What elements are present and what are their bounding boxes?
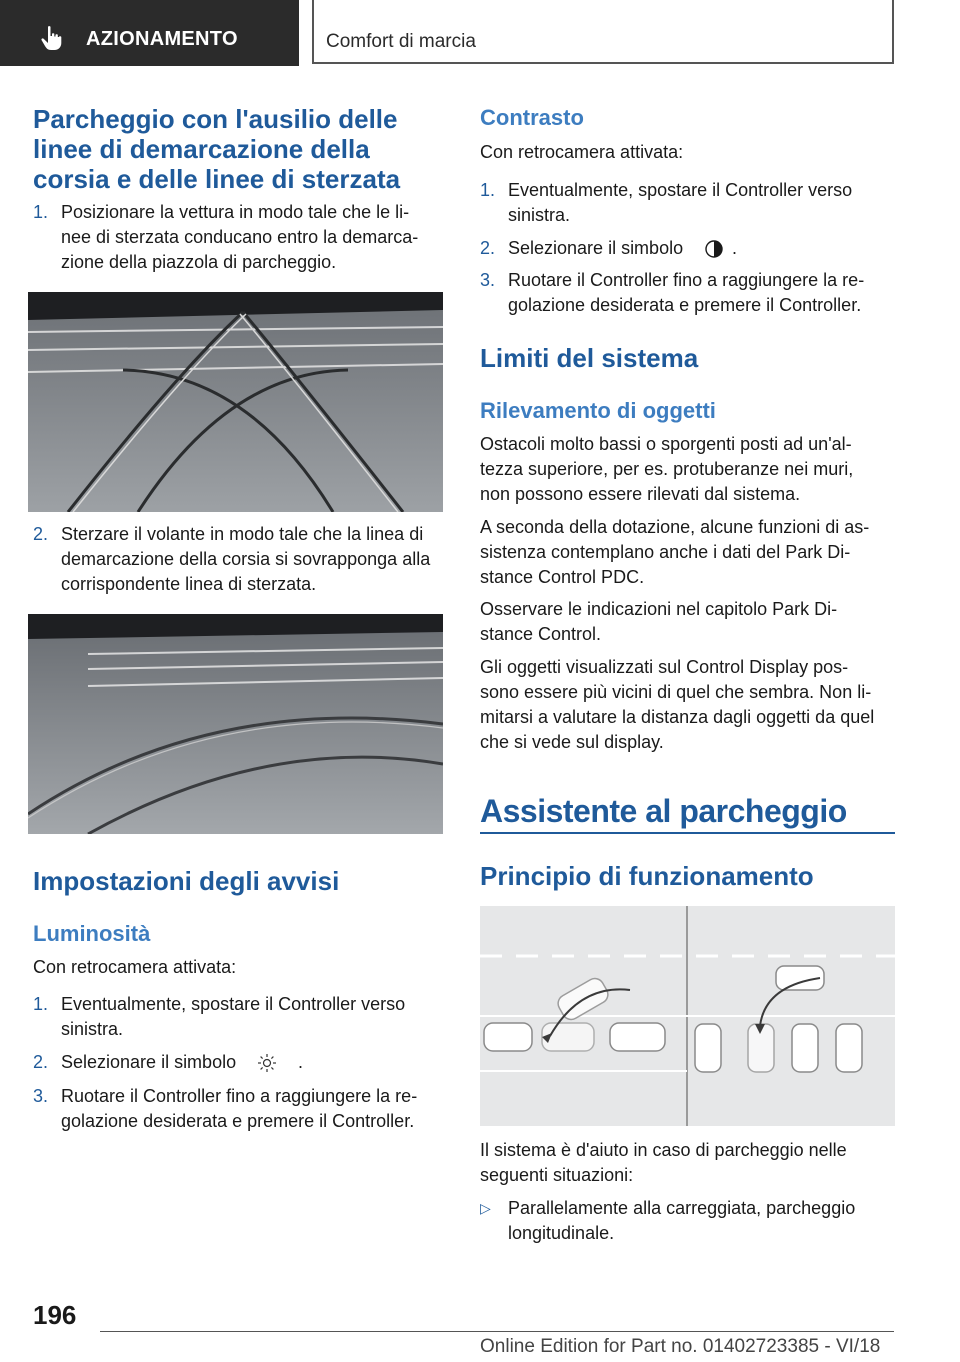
list-text: Ruotare il Controller fino a raggiungere la re- [61, 1086, 418, 1106]
paragraph-line: Gli oggetti visualizzati sul Control Display pos- [480, 657, 849, 677]
page-number: 196 [33, 1300, 77, 1330]
list-item [480, 178, 895, 228]
list-text: Posizionare la vettura in modo tale che le li- [61, 202, 410, 222]
list-text: . [298, 1052, 304, 1072]
heading-brightness: Luminosità [33, 921, 151, 946]
list-number: 3. [480, 270, 496, 290]
rear-camera-steering-lines-image [28, 292, 443, 512]
paragraph-line: non possono essere rilevati dal sistema. [480, 484, 801, 504]
list-text: sinistra. [508, 205, 571, 225]
list-text: zione della piazzola di parcheggio. [61, 252, 337, 272]
list-text: Selezionare il simbolo [508, 238, 684, 258]
heading-system-limits: Limiti del sistema [480, 343, 699, 373]
paragraph [480, 1138, 847, 1188]
contrast-icon [704, 239, 724, 259]
brightness-intro: Con retrocamera attivata: [33, 957, 237, 977]
heading-operating-principle: Principio di funzionamento [480, 861, 814, 891]
paragraph-line: Il sistema è d'aiuto in caso di parcheggio nelle [480, 1140, 847, 1160]
list-text: longitudinale. [508, 1223, 615, 1243]
list-number: 1. [480, 180, 496, 200]
list-text: golazione desiderata e premere il Controller. [508, 295, 862, 315]
paragraph-line: stance Control PDC. [480, 567, 645, 587]
list-text: . [732, 238, 738, 258]
list-number: 1. [33, 202, 49, 222]
list-text: demarcazione della corsia si sovrapponga alla [61, 549, 431, 569]
paragraph-line: tezza superiore, per es. protuberanze nei muri, [480, 459, 854, 479]
heading-object-detection: Rilevamento di oggetti [480, 398, 716, 423]
brightness-icon [257, 1053, 277, 1073]
heading-contrast: Contrasto [480, 105, 584, 130]
heading-warning-settings: Impostazioni degli avvisi [33, 866, 340, 896]
list-text: golazione desiderata e premere il Controller. [61, 1111, 415, 1131]
list-item [33, 992, 448, 1042]
paragraph-line: sistenza contemplano anche i dati del Park Di- [480, 542, 851, 562]
paragraph [480, 432, 853, 507]
paragraph-line: Ostacoli molto bassi o sporgenti posti ad un'al- [480, 434, 852, 454]
header-chapter-title: Comfort di marcia [326, 31, 476, 52]
list-number: 3. [33, 1086, 49, 1106]
paragraph-line: seguenti situazioni: [480, 1165, 634, 1185]
paragraph-line: mitarsi a valutare la distanza dagli oggetti da quel [480, 707, 875, 727]
paragraph [480, 597, 837, 647]
list-item [33, 1084, 448, 1134]
list-text: Parallelamente alla carreggiata, parcheggio [508, 1198, 856, 1218]
list-text: Sterzare il volante in modo tale che la linea di [61, 524, 424, 544]
paragraph [480, 655, 874, 755]
list-text: Eventualmente, spostare il Controller verso [508, 180, 853, 200]
footer-rule [100, 1331, 894, 1332]
paragraph-line: A seconda della dotazione, alcune funzioni di as- [480, 517, 870, 537]
heading-parking-lines: Parcheggio con l'ausilio delle linee di demarcazione della corsia e delle linee di sterzata [33, 104, 401, 194]
list-item [33, 200, 448, 280]
header-section-title: AZIONAMENTO [86, 28, 238, 50]
paragraph-line: sono essere più vicini di quel che sembra. Non li- [480, 682, 872, 702]
paragraph-line: Osservare le indicazioni nel capitolo Park Di- [480, 599, 838, 619]
list-text: Eventualmente, spostare il Controller verso [61, 994, 406, 1014]
list-text: corrispondente linea di sterzata. [61, 574, 317, 594]
heading-underline [480, 832, 895, 834]
rear-camera-overlap-image [28, 614, 443, 834]
list-number: 1. [33, 994, 49, 1014]
list-item [33, 522, 448, 602]
bullet-item [480, 1196, 895, 1246]
list-item [480, 268, 895, 318]
paragraph-line: stance Control. [480, 624, 602, 644]
contrast-intro: Con retrocamera attivata: [480, 142, 684, 162]
list-number: 2. [480, 238, 496, 258]
hand-pointer-icon [40, 25, 64, 51]
paragraph [480, 515, 869, 590]
list-number: 2. [33, 524, 49, 544]
list-text: Selezionare il simbolo [61, 1052, 237, 1072]
heading-parking-assistant: Assistente al parcheggio [480, 793, 847, 829]
online-edition-note: Online Edition for Part no. 01402723385 - VI/18 [480, 1336, 881, 1357]
bullet-triangle-icon: ▷ [480, 1200, 491, 1216]
list-number: 2. [33, 1052, 49, 1072]
list-text: sinistra. [61, 1019, 124, 1039]
list-item [33, 1050, 448, 1076]
list-text: Ruotare il Controller fino a raggiungere la re- [508, 270, 865, 290]
list-text: nee di sterzata conducano entro la demarca- [61, 227, 419, 247]
list-item [480, 236, 895, 262]
parking-assistant-illustration [480, 906, 895, 1126]
paragraph-line: che si vede sul display. [480, 732, 664, 752]
